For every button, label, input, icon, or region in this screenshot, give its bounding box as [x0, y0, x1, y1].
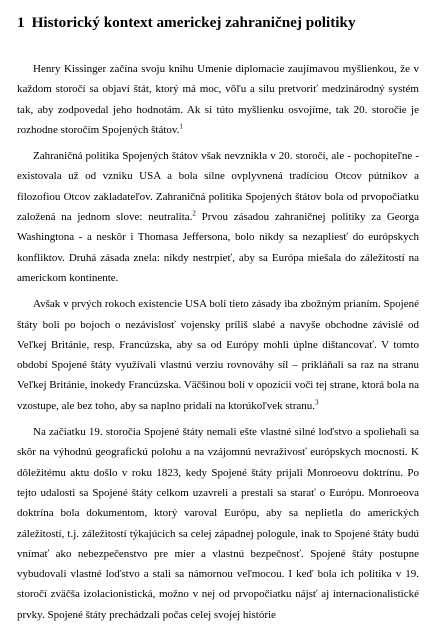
- footnote-marker: 2: [192, 209, 196, 218]
- section-number: 1: [17, 14, 25, 31]
- paragraph-monroe-doctrine: [17, 422, 419, 625]
- section-title: Historický kontext americkej zahraničnej politiky: [31, 14, 356, 31]
- paragraph-neutrality: [17, 146, 419, 288]
- paragraph-kissinger: [17, 59, 419, 140]
- section-heading: [17, 14, 419, 32]
- paragraph-text: Na začiatku 19. storočia Spojené štáty nemali ešte vlastné silné loďstvo a spoliehali sa skôr na výhodnú geografickú polohu a na vzájomnú nevraživosť európskych mocností. K dôležitému aktu došlo v roku 1823, kedy Spojené štáty prijali Monroeovu doktrínu. Po tejto udalosti sa Spojené štáty celkom uzavreli a prestali sa starať o Európu. Monroeova doktrína bola dokumentom, ktorý varoval Európu, aby sa neplietla do amerických záležitostí, t.j. záležitostí týkajúcich sa celej západnej pologule, inak to Spojené štáty budú vnímať ako nebezpečenstvo pre mier a vlastnú bezpečnosť. Spojené štáty postupne vybudovali vlastné loďstvo a stali sa námornou veľmocou. I keď bola ich politika v 19. storočí zväčša izolacionistická, možno v nej od prvopočiatku nájsť aj internacionalistické prvky. Spojené štáty prechádzali počas celej svojej histórie: [17, 426, 419, 621]
- paragraph-text: Avšak v prvých rokoch existencie USA boli tieto zásady iba zbožným prianím. Spojené štáty boli po bojoch o nezávislosť vojensky príliš slabé a navyše obchodne závislé od Veľkej Británie, resp. Francúzska, aby sa od Európy mohli úplne dištancovať. V tomto období Spojené štáty využívali vlastnú verziu rovnováhy síl – prikláňali sa raz na stranu Veľkej Británie, inokedy Francúzska. Väčšinou boli v opozícii voči tej strane, ktorá bola na vzostupe, ale bez toho, aby sa naplno pridali na ktorúkoľvek stranu.: [17, 298, 419, 412]
- paragraph-early-years: [17, 294, 419, 416]
- footnote-marker: 1: [179, 122, 183, 131]
- paragraph-text: Henry Kissinger začína svoju knihu Umenie diplomacie zaujímavou myšlienkou, že v každom storočí sa objaví štát, ktorý má moc, vôľu a silu pretvoriť medzinárodný systém tak, aby zodpovedal jeho hodnotám. Ak si túto myšlienku osvojíme, tak 20. storočie je rozhodne storočím Spojených štátov.: [17, 63, 419, 136]
- footnote-marker: 3: [315, 398, 319, 407]
- paragraph-text-continued: Prvou zásadou zahraničnej politiky za Georga Washingtona - a neskôr i Thomasa Jeffersona, bolo nikdy sa nezapliesť do európskych konfliktov. Druhá zásada znela: nikdy nestrpieť, aby sa Európa miešala do záležitostí na americkom kontinente.: [17, 211, 419, 284]
- paragraph-text: Zahraničná politika Spojených štátov však nevznikla v 20. storočí, ale - pochopiteľne - existovala už od vzniku USA a bola silne ovplyvnená tradíciou Otcov pútnikov a filozofiou Otcov zakladateľov. Zahraničná politika Spojených štátov bola od prvopočiatku založená na jednom slove: neutralita.: [17, 150, 419, 224]
